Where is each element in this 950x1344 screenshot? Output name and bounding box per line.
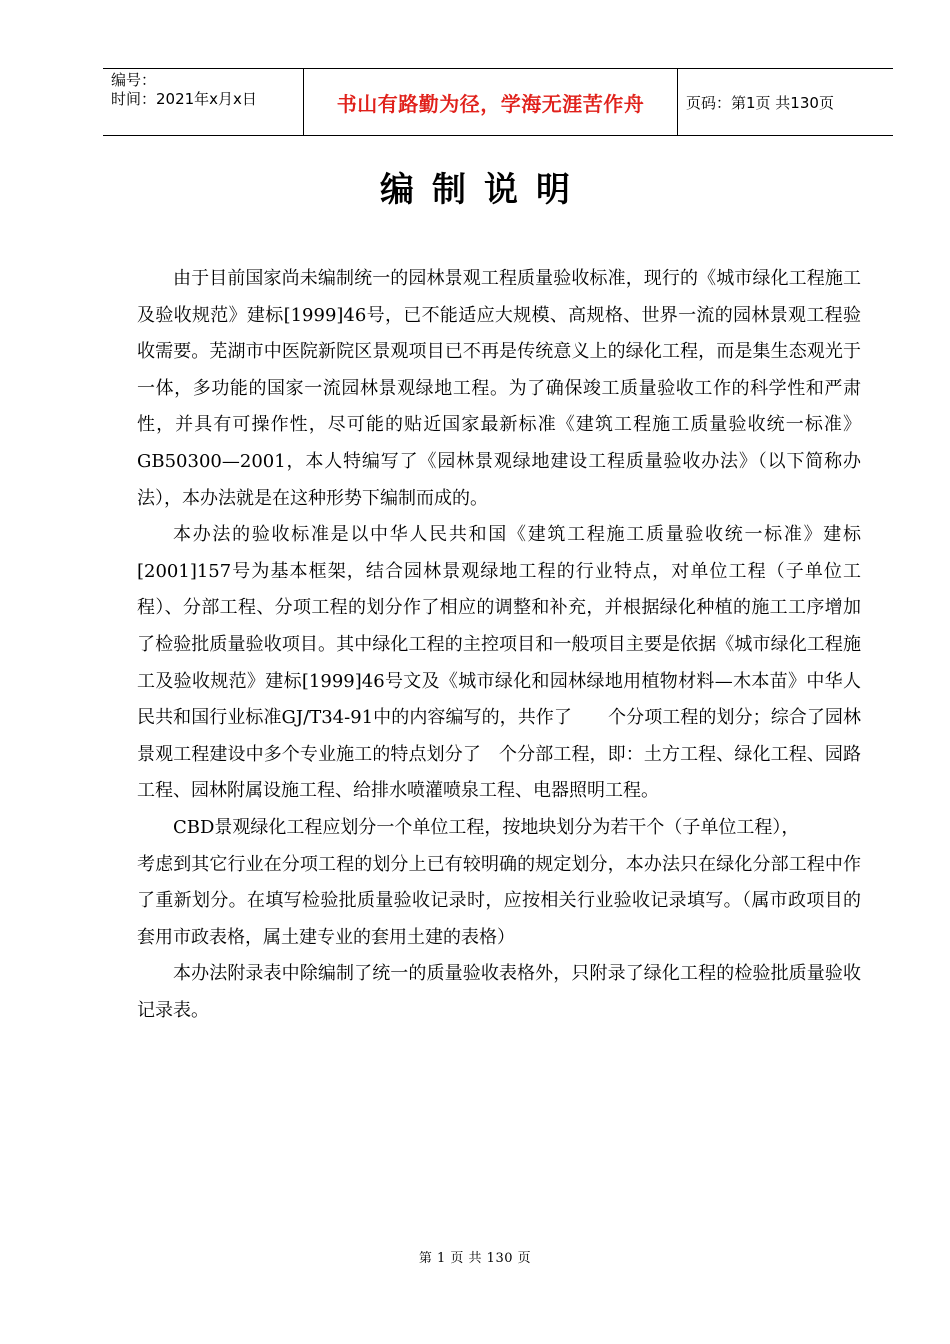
document-title: 编制说明 xyxy=(380,170,588,210)
document-time-label: 时间：2021年x月x日 xyxy=(111,90,257,108)
paragraph-3: CBD景观绿化工程应划分一个单位工程，按地块划分为若干个（子单位工程）， xyxy=(173,816,800,838)
header-motto: 书山有路勤为径，学海无涯苦作舟 xyxy=(304,69,678,135)
paragraph-5: 本办法附录表中除编制了统一的质量验收表格外，只附录了绿化工程的检验批质量验收记录表。 xyxy=(137,963,861,1021)
paragraph-4: 考虑到其它行业在分项工程的划分上已有较明确的规定划分，本办法只在绿化分部工程中作了重新划分。在填写检验批质量验收记录时，应按相关行业验收记录填写。（属市政项目的套用市政表格，属土建专业的套用土建的表格） xyxy=(137,853,861,948)
page-footer: 第 1 页 共 130 页 xyxy=(418,1251,532,1266)
document-body xyxy=(137,261,861,1029)
paragraph-2: 本办法的验收标准是以中华人民共和国《建筑工程施工质量验收统一标准》建标[2001]157号为基本框架，结合园林景观绿地工程的行业特点，对单位工程（子单位工程）、分部工程、分项工程的划分作了相应的调整和补充，并根据绿化种植的施工工序增加了检验批质量验收项目。其中绿化工程的主控项目和一般项目主要是依据《城市绿化工程施工及验收规范》建标[1999]46号文及《城市绿化和园林绿地用植物材料—木本苗》中华人民共和国行业标准GJ/T34-91中的内容编写的，共作了 个分项工程的划分；综合了园林景观工程建设中多个专业施工的特点划分了 个分部工程，即：土方工程、绿化工程、园路工程、园林附属设施工程、给排水喷灌喷泉工程、电器照明工程。 xyxy=(137,524,861,802)
document-number-label: 编号： xyxy=(111,71,157,89)
page-header xyxy=(103,68,893,136)
paragraph-1: 由于目前国家尚未编制统一的园林景观工程质量验收标准，现行的《城市绿化工程施工及验收规范》建标[1999]46号，已不能适应大规模、高规格、世界一流的园林景观工程验收需要。芜湖市中医院新院区景观项目已不再是传统意义上的绿化工程，而是集生态观光于一体，多功能的国家一流园林景观绿地工程。为了确保竣工质量验收工作的科学性和严肃性，并具有可操作性，尽可能的贴近国家最新标准《建筑工程施工质量验收统一标准》GB50300—2001，本人特编写了《园林景观绿地建设工程质量验收办法》（以下简称办法），本办法就是在这种形势下编制而成的。 xyxy=(137,268,861,509)
header-page-number: 页码：第1页 共130页 xyxy=(686,93,834,112)
header-meta xyxy=(103,69,304,135)
